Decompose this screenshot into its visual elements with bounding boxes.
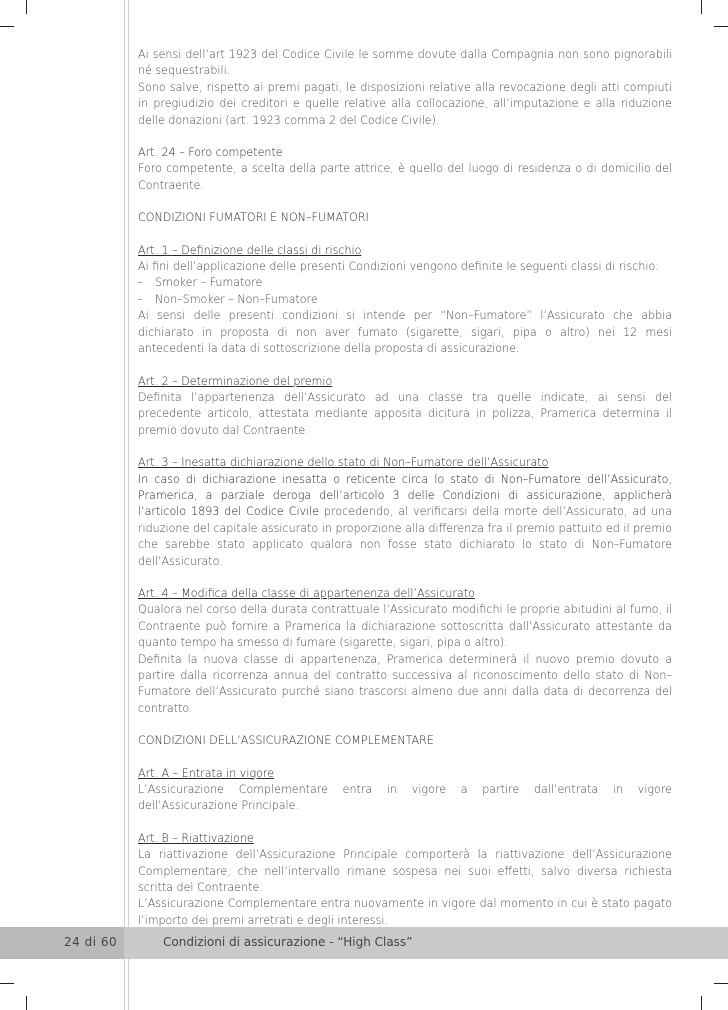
crop-mark-top-right-h (714, 26, 728, 27)
article-title: Art. 2 – Determinazione del premio (138, 374, 333, 388)
page-number-box (0, 927, 124, 959)
page-number: 24 di 60 (64, 935, 118, 949)
article-title: Art. 24 – Foro competente (138, 146, 283, 160)
paragraph: Definita l’appartenenza dell’Assicurato ad una classe tra quelle indicate, ai sensi del precedente articolo, attestata mediante apposita dicitura in polizza, Pramerica determina il premio dovuto dal Contraente. (138, 390, 672, 437)
list-item: – Non–Smoker – Non–Fumatore (137, 292, 318, 306)
paragraph-text: procedendo, al verificarsi della morte dell’Assicurato, ad una riduzione del capitale assicurato in proporzione alla differenza fra il premio pattuito ed il premio che sarebbe stato applicato qualora non fosse stato dichiarato lo stato di Non–Fumatore dell’Assicurato. (138, 505, 672, 568)
margin-rule (128, 0, 129, 1010)
section-title-complementary (138, 733, 672, 749)
crop-mark-top-right-v (701, 0, 702, 14)
paragraph (138, 472, 672, 570)
crop-mark-bottom-right-v (701, 996, 702, 1010)
page-footer (0, 927, 728, 959)
article-1 (138, 243, 672, 358)
article-title: Art. 3 – Inesatta dichiarazione dello stato di Non–Fumatore dell’Assicurato (138, 456, 549, 470)
article-b (138, 831, 672, 929)
intro-block (138, 47, 672, 129)
article-24 (138, 145, 672, 194)
paragraph: L’Assicurazione Complementare entra nuovamente in vigore dal momento in cui è stato pagato l’importo dei premi arretrati e degli interessi. (138, 897, 672, 927)
article-3 (138, 455, 672, 570)
paragraph: Sono salve, rispetto ai premi pagati, le disposizioni relative alla revocazione degli atti compiuti in pregiudizio dei creditori e quelle relative alla collocazione, all’imputazione e alla riduzione delle donazioni (art. 1923 comma 2 del Codice Civile). (138, 80, 672, 127)
paragraph: Ai sensi dell’art 1923 del Codice Civile le somme dovute dalla Compagnia non sono pignorabili né sequestrabili. (138, 48, 672, 78)
crop-mark-bottom-left-h (0, 983, 14, 984)
article-a (138, 766, 672, 815)
paragraph: Foro competente, a scelta della parte attrice, è quello del luogo di residenza o di domicilio del Contraente. (138, 162, 672, 192)
paragraph: Ai fini dell’applicazione delle presenti Condizioni vengono definite le seguenti classi di rischio: (138, 260, 659, 274)
paragraph: L’Assicurazione Complementare entra in vigore a partire dall’entrata in vigore dell’Assicurazione Principale. (138, 783, 672, 813)
paragraph: Ai sensi delle presenti condizioni si intende per “Non–Fumatore” l’Assicurato che abbia dichiarato in proposta di non aver fumato (sigarette, sigari, pipa o altro) nei 12 mesi antecedenti la data di sottoscrizione della proposta di assicurazione. (138, 309, 672, 356)
crop-mark-top-left-h (0, 26, 14, 27)
paragraph: Definita la nuova classe di appartenenza, Pramerica determinerà il nuovo premio dovuto a partire dalla ricorrenza annua del contratto successiva al riconoscimento dello stato di Non–Fumatore dell’Assicurato purché siano trascorsi almeno due anni dalla data di decorrenza del contratto. (138, 652, 672, 715)
paragraph: Qualora nel corso della durata contrattuale l’Assicurato modifichi le proprie abitudini al fumo, il Contraente può fornire a Pramerica la dichiarazione sottoscritta dall’Assicurato attestante da quanto tempo ha smesso di fumare (sigarette, sigari, pipa o altro). (138, 603, 672, 650)
crop-mark-top-left-v (26, 0, 27, 14)
section-title: CONDIZIONI FUMATORI E NON–FUMATORI (138, 211, 369, 225)
emphasized-text: In caso di dichiarazione inesatta o reticente circa lo stato di Non–Fumatore dell’Assicurato, Pramerica, a parziale deroga dell’articolo 3 delle Condizioni di assicurazione, applicherà l’articolo 1893 del Codice Civile (138, 472, 672, 519)
section-title: CONDIZIONI DELL’ASSICURAZIONE COMPLEMENTARE (138, 734, 434, 748)
article-title: Art. 1 – Definizione delle classi di rischio (138, 243, 362, 257)
paragraph: La riattivazione dell’Assicurazione Principale comporterà la riattivazione dell’Assicurazione Complementare, che nell’intervallo rimane sospesa nei suoi effetti, salvo diversa richiesta scritta del Contraente. (138, 848, 672, 895)
article-title: Art. A – Entrata in vigore (138, 766, 275, 780)
list-item: – Smoker – Fumatore (137, 276, 263, 290)
article-4 (138, 586, 672, 717)
document-title: Condizioni di assicurazione - “High Class” (163, 935, 413, 949)
article-2 (138, 374, 672, 440)
crop-mark-bottom-left-v (26, 996, 27, 1010)
section-title-smokers (138, 210, 672, 226)
article-title: Art. 4 – Modifica della classe di appartenenza dell’Assicurato (138, 586, 475, 600)
article-title: Art. B – Riattivazione (138, 831, 254, 845)
page-content (138, 47, 672, 945)
margin-rule (124, 0, 125, 1010)
crop-mark-bottom-right-h (714, 983, 728, 984)
